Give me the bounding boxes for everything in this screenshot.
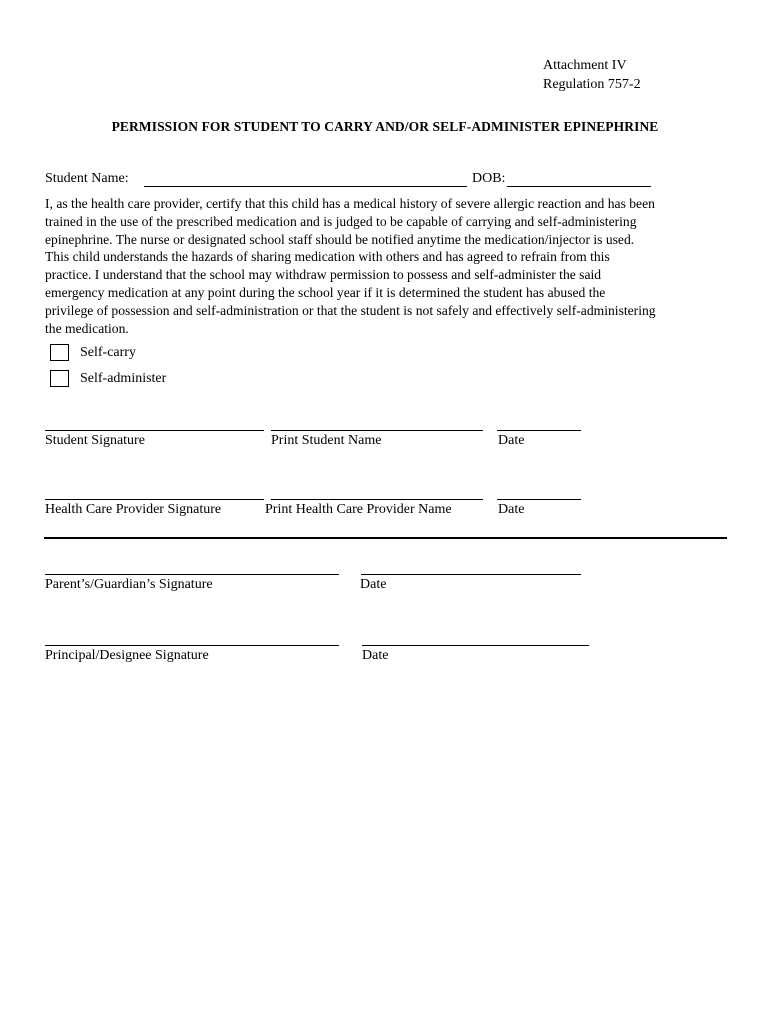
print-student-name-line[interactable] xyxy=(271,430,483,431)
dob-label: DOB: xyxy=(472,171,506,186)
guardian-signature-label: Parent’s/Guardian’s Signature xyxy=(45,577,213,592)
paragraph-line: practice. I understand that the school may withdraw permission to possess and self-administer the said xyxy=(45,267,602,283)
self-carry-label: Self-carry xyxy=(80,345,136,360)
print-provider-name-line[interactable] xyxy=(271,499,483,500)
print-provider-name-label: Print Health Care Provider Name xyxy=(265,502,452,517)
provider-signature-label: Health Care Provider Signature xyxy=(45,502,222,517)
student-signature-label: Student Signature xyxy=(45,433,145,448)
paragraph-line: privilege of possession and self-administration or that the student is not safely and effectively self-administering xyxy=(45,302,656,318)
date4-line[interactable] xyxy=(362,645,589,646)
form-title: PERMISSION FOR STUDENT TO CARRY AND/OR SELF-ADMINISTER EPINEPHRINE xyxy=(111,119,659,134)
dob-field[interactable] xyxy=(507,186,651,187)
guardian-signature-line[interactable] xyxy=(45,574,339,575)
self-administer-label: Self-administer xyxy=(80,371,167,386)
student-signature-line[interactable] xyxy=(45,430,264,431)
paragraph-line: trained in the use of the prescribed medication and is judged to be capable of carrying and self-administering xyxy=(45,213,637,229)
self-carry-checkbox[interactable] xyxy=(50,344,69,361)
provider-signature-line[interactable] xyxy=(45,499,264,500)
print-student-name-label: Print Student Name xyxy=(271,433,382,448)
paragraph-line: emergency medication at any point during the school year if it is determined the student has abused the xyxy=(45,284,606,300)
attachment-label: Attachment IV xyxy=(543,58,627,73)
date1-line[interactable] xyxy=(497,430,581,431)
self-administer-checkbox[interactable] xyxy=(50,370,69,387)
date4-label: Date xyxy=(362,648,389,663)
paragraph-line: This child understands the hazards of sharing medication with others and has agreed to refrain from this xyxy=(45,249,610,265)
date2-line[interactable] xyxy=(497,499,581,500)
section-divider xyxy=(44,537,727,539)
principal-signature-label: Principal/Designee Signature xyxy=(45,648,209,663)
attachment-header xyxy=(543,56,641,94)
paragraph-line: the medication. xyxy=(45,320,129,336)
date2-label: Date xyxy=(498,502,525,517)
paragraph-line: epinephrine. The nurse or designated school staff should be notified anytime the medication/injector is used. xyxy=(45,231,635,247)
student-name-field[interactable] xyxy=(144,186,467,187)
certification-paragraph xyxy=(45,195,735,337)
date3-line[interactable] xyxy=(361,574,581,575)
student-name-label: Student Name: xyxy=(45,171,129,186)
principal-signature-line[interactable] xyxy=(45,645,339,646)
regulation-label: Regulation 757-2 xyxy=(543,77,641,92)
date1-label: Date xyxy=(498,433,525,448)
date3-label: Date xyxy=(360,577,387,592)
paragraph-line: I, as the health care provider, certify that this child has a medical history of severe allergic reaction and has been xyxy=(45,196,655,211)
